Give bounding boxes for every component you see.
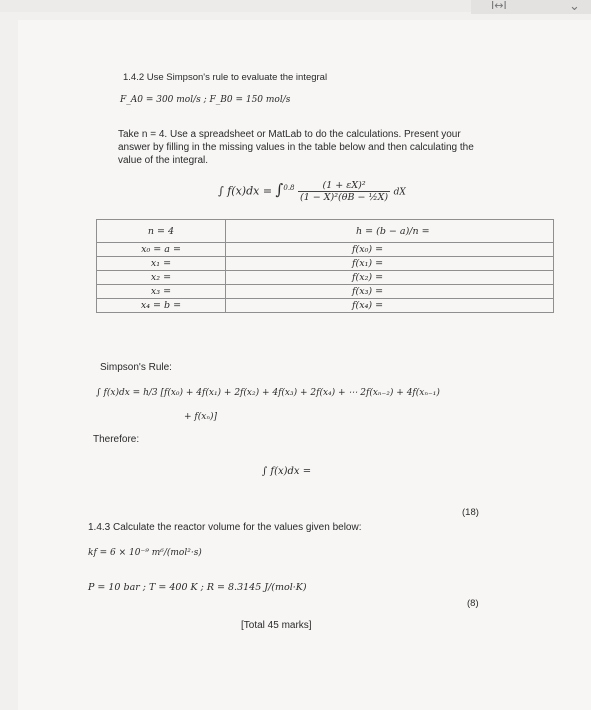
instruction-line: value of the integral. — [118, 155, 209, 166]
x-cell: x₀ = a = — [97, 243, 226, 257]
total-marks: [Total 45 marks] — [241, 620, 312, 631]
f-cell[interactable]: f(x₀) = — [226, 243, 554, 257]
table-header-h: h = (b − a)/n = — [226, 220, 554, 243]
simpson-formula-line1: ∫ f(x)dx = h/3 [f(x₀) + 4f(x₁) + 2f(x₂) + 4f(x₃) + 2f(x₄) + ⋯ 2f(xₙ₋₂) + 4f(xₙ₋₁) — [96, 388, 440, 398]
f-cell[interactable]: f(x₄) = — [226, 299, 554, 313]
integral-result: ∫ f(x)dx = — [262, 466, 312, 477]
table-row — [97, 257, 554, 271]
instruction-line: answer by filling in the missing values in the table below and then calculating the — [118, 142, 474, 153]
instructions — [118, 128, 474, 167]
therefore-label: Therefore: — [93, 434, 140, 445]
table-row — [97, 285, 554, 299]
marks-part1: (18) — [462, 507, 479, 518]
marks-part2: (8) — [467, 598, 479, 609]
x-cell: x₂ = — [97, 271, 226, 285]
f-cell[interactable]: f(x₃) = — [226, 285, 554, 299]
integral-upper-limit: 0.8 — [283, 183, 295, 192]
table-row — [97, 271, 554, 285]
x-cell: x₁ = — [97, 257, 226, 271]
table-row — [97, 243, 554, 257]
table-row — [97, 299, 554, 313]
f-cell[interactable]: f(x₁) = — [226, 257, 554, 271]
integrand-numerator: (1 + εX)² — [298, 180, 390, 192]
toolbar — [471, 0, 591, 14]
integral-expression: ∫ f(x)dx = ∫$^{0.8}$ $\frac{\text{(1 + εX)²}}{\text{(1 − X)²(θB − ½X)}}$ dX — [218, 180, 406, 203]
question-heading: 1.4.2 Use Simpson's rule to evaluate the integral — [123, 72, 328, 83]
rate-constant: kf = 6 × 10⁻⁹ m⁶/(mol²·s) — [88, 548, 202, 558]
integrand-denominator: (1 − X)²(θB − ½X) — [300, 192, 389, 203]
table-header-n: n = 4 — [97, 220, 226, 243]
table-header-row — [97, 220, 554, 243]
integral-differential: dX — [393, 187, 406, 198]
f-cell[interactable]: f(x₂) = — [226, 271, 554, 285]
given-flowrates: F_A0 = 300 mol/s ; F_B0 = 150 mol/s — [120, 95, 291, 105]
chevron-down-icon[interactable]: ⌄ — [569, 0, 580, 14]
conditions: P = 10 bar ; T = 400 K ; R = 8.3145 J/(mol·K) — [88, 582, 307, 593]
question2-heading: 1.4.3 Calculate the reactor volume for the values given below: — [88, 522, 362, 533]
resize-icon[interactable]: I↔I — [491, 0, 507, 12]
instruction-line: Take n = 4. Use a spreadsheet or MatLab to do the calculations. Present your — [118, 129, 461, 140]
simpson-table — [96, 219, 554, 313]
simpson-formula-line2: + f(xₙ)] — [184, 412, 217, 422]
simpson-label: Simpson's Rule: — [100, 362, 172, 373]
x-cell: x₃ = — [97, 285, 226, 299]
integral-lhs: ∫ f(x)dx = — [218, 184, 273, 198]
x-cell: x₄ = b = — [97, 299, 226, 313]
